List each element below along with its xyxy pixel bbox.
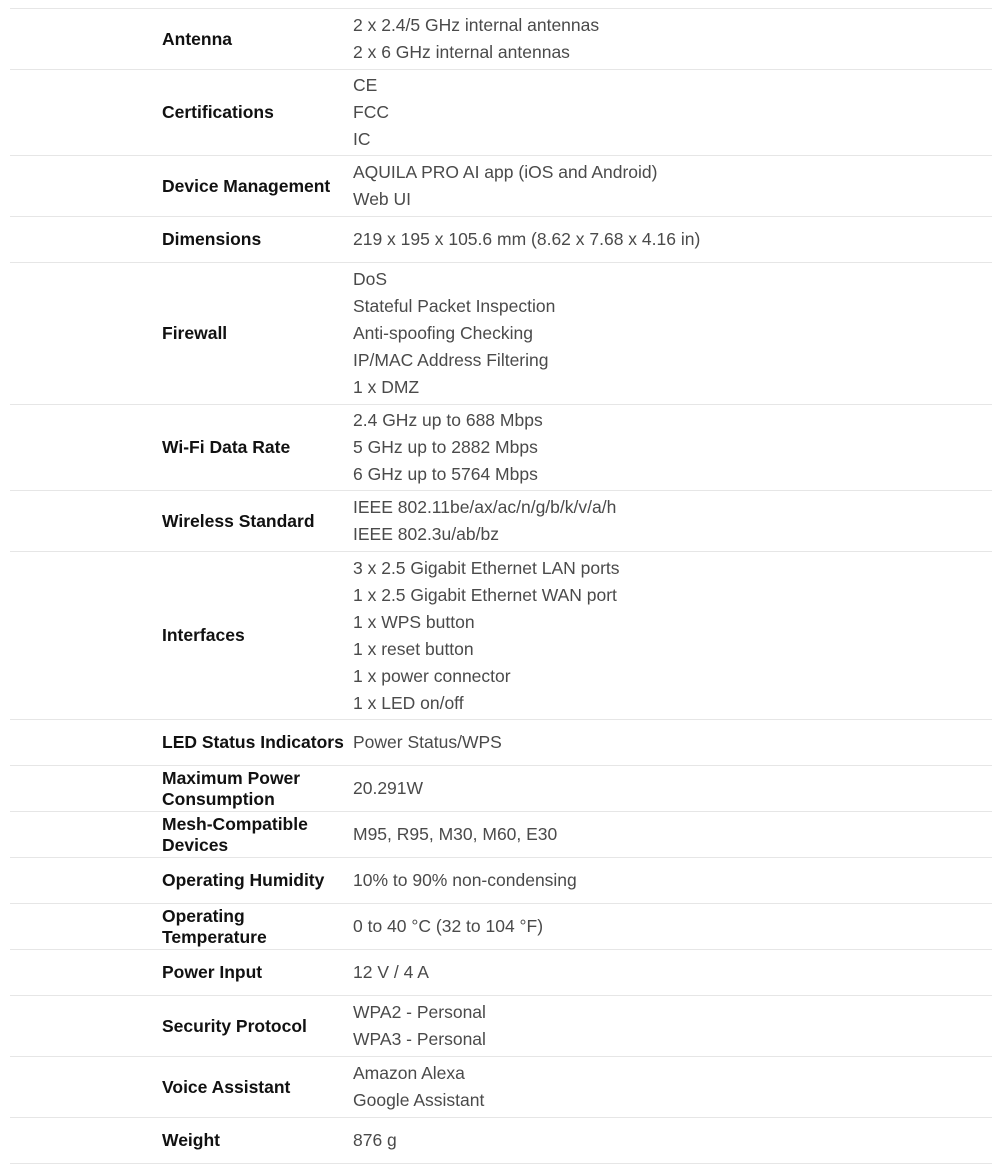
spec-label: Maximum Power Consumption — [162, 767, 301, 809]
spec-row-operating-humidity — [10, 858, 992, 904]
spec-row-weight — [10, 1118, 992, 1164]
spec-value: 1 x reset button — [353, 638, 474, 659]
spec-row-interfaces — [10, 552, 992, 720]
spec-label: Dimensions — [162, 229, 262, 249]
spec-values — [353, 950, 992, 995]
spec-values — [353, 812, 992, 857]
spec-value: 20.291W — [353, 778, 424, 798]
spec-value: IEEE 802.3u/ab/bz — [353, 524, 499, 544]
spec-label: Operating Temperature — [162, 905, 267, 947]
spec-value: 2.4 GHz up to 688 Mbps — [353, 410, 543, 430]
spec-value: FCC — [353, 102, 389, 122]
spec-label: Mesh-Compatible Devices — [162, 813, 308, 855]
spec-values — [353, 405, 992, 490]
spec-values — [353, 9, 992, 69]
spec-value: Amazon Alexa — [353, 1063, 465, 1083]
spec-row-power-input — [10, 950, 992, 996]
spec-row-voice-assistant — [10, 1057, 992, 1118]
spec-row-firewall — [10, 263, 992, 405]
spec-value: DoS — [353, 269, 388, 289]
spec-row-antenna — [10, 9, 992, 70]
spec-row-wireless-standard — [10, 491, 992, 552]
spec-value: Anti-spoofing Checking — [353, 323, 533, 343]
spec-value: 1 x 2.5 Gigabit Ethernet WAN port — [353, 584, 617, 605]
spec-row-operating-temperature — [10, 904, 992, 950]
spec-value: 1 x LED on/off — [353, 692, 464, 713]
spec-value: M95, R95, M30, M60, E30 — [353, 824, 558, 844]
spec-value: 6 GHz up to 5764 Mbps — [353, 464, 538, 484]
spec-values — [353, 1118, 992, 1163]
spec-label: Wireless Standard — [162, 510, 315, 531]
spec-value: Stateful Packet Inspection — [353, 296, 556, 316]
spec-values — [353, 858, 992, 903]
spec-value: 10% to 90% non-condensing — [353, 870, 577, 890]
spec-value: 219 x 195 x 105.6 mm (8.62 x 7.68 x 4.16 in) — [353, 229, 701, 249]
spec-values — [353, 720, 992, 765]
spec-label: Interfaces — [162, 625, 245, 645]
spec-value: IC — [353, 129, 371, 149]
spec-value: 3 x 2.5 Gigabit Ethernet LAN ports — [353, 557, 620, 578]
spec-row-security-protocol — [10, 996, 992, 1057]
spec-row-mesh-compatible-devices — [10, 812, 992, 858]
spec-value: 0 to 40 °C (32 to 104 °F) — [353, 916, 544, 936]
spec-values — [353, 996, 992, 1056]
spec-label: Firewall — [162, 323, 228, 343]
spec-label: Certifications — [162, 102, 274, 122]
spec-label: Weight — [162, 1130, 221, 1150]
spec-value: 1 x WPS button — [353, 611, 475, 632]
spec-value: 876 g — [353, 1130, 397, 1150]
spec-values — [353, 552, 992, 719]
spec-value: IP/MAC Address Filtering — [353, 350, 549, 370]
spec-values — [353, 904, 992, 949]
spec-value: AQUILA PRO AI app (iOS and Android) — [353, 162, 658, 182]
spec-value: Google Assistant — [353, 1090, 485, 1110]
spec-values — [353, 263, 992, 404]
spec-label: Antenna — [162, 28, 232, 49]
spec-value: Web UI — [353, 189, 412, 209]
spec-value: Power Status/WPS — [353, 732, 502, 752]
spec-value: 2 x 6 GHz internal antennas — [353, 42, 570, 62]
spec-values — [353, 1057, 992, 1117]
spec-value: WPA2 - Personal — [353, 1002, 486, 1022]
spec-value: WPA3 - Personal — [353, 1029, 486, 1049]
spec-values — [353, 70, 992, 155]
specifications-table — [10, 8, 992, 1164]
spec-label: Power Input — [162, 962, 263, 982]
spec-value: 5 GHz up to 2882 Mbps — [353, 437, 538, 457]
spec-label: Security Protocol — [162, 1015, 307, 1036]
spec-value: 2 x 2.4/5 GHz internal antennas — [353, 15, 600, 35]
spec-value: 1 x power connector — [353, 665, 511, 686]
spec-row-dimensions — [10, 217, 992, 263]
spec-row-certifications — [10, 70, 992, 156]
spec-values — [353, 491, 992, 551]
spec-values — [353, 766, 992, 811]
spec-values — [353, 156, 992, 216]
spec-value: CE — [353, 75, 378, 95]
spec-label: Device Management — [162, 175, 331, 196]
spec-label: Voice Assistant — [162, 1076, 291, 1097]
spec-values — [353, 217, 992, 262]
spec-row-device-management — [10, 156, 992, 217]
spec-row-led-status-indicators — [10, 720, 992, 766]
spec-row-maximum-power-consumption — [10, 766, 992, 812]
spec-label: LED Status Indicators — [162, 732, 344, 752]
spec-value: IEEE 802.11be/ax/ac/n/g/b/k/v/a/h — [353, 497, 617, 517]
spec-value: 12 V / 4 A — [353, 962, 429, 982]
spec-label: Wi-Fi Data Rate — [162, 437, 291, 457]
spec-row-wifi-data-rate — [10, 405, 992, 491]
spec-value: 1 x DMZ — [353, 377, 420, 397]
spec-label: Operating Humidity — [162, 870, 325, 890]
